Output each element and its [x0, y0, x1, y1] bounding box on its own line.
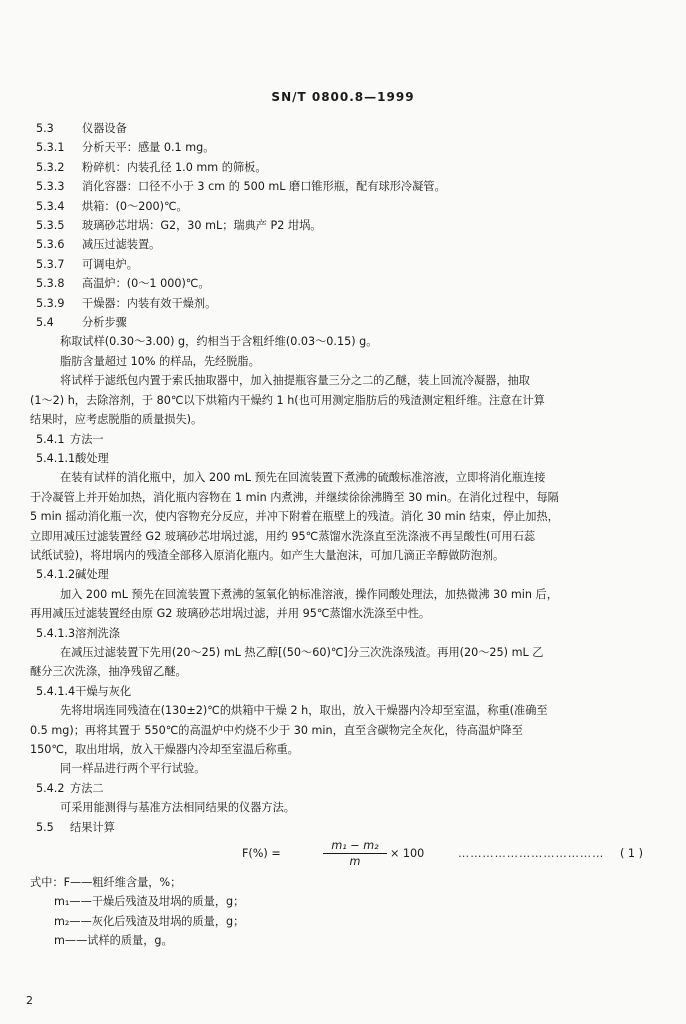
section-number: 5.3.5 [36, 219, 65, 233]
line-text: 在装有试样的消化瓶中，加入 200 mL 预先在回流装置下煮沸的硫酸标准溶液，立即将消化瓶连接 [60, 471, 546, 485]
paragraph-line [30, 410, 660, 429]
paragraph-line [30, 759, 660, 778]
section-number: 5.3.4 [36, 199, 65, 213]
section-heading [30, 294, 660, 313]
line-text: 烘箱：(0～200)℃。 [82, 199, 188, 213]
section-number: 5.3.1 [36, 141, 65, 155]
line-text: 粉碎机：内装孔径 1.0 mm 的筛板。 [82, 160, 267, 174]
line-text: 试纸试验)，将坩埚内的残渣全部移入原消化瓶内。如产生大量泡沫，可加几滴正辛醇做防泡剂。 [30, 548, 505, 562]
section-heading [30, 138, 660, 157]
section-number: 5.4.1.4 [36, 684, 76, 698]
section-heading [30, 216, 660, 235]
line-text: 称取试样(0.30～3.00) g，约相当于含粗纤维(0.03～0.15) g。 [60, 335, 378, 349]
line-text: 碱处理 [75, 568, 109, 582]
line-text: 分析天平：感量 0.1 mg。 [82, 141, 215, 155]
section-heading [30, 119, 660, 138]
section-heading [30, 779, 660, 798]
paragraph-line [30, 352, 660, 371]
line-text: 0.5 mg)；再将其置于 550℃的高温炉中灼烧不少于 30 min，直至含碳物完全灰化，待高温炉降至 [30, 723, 523, 737]
paragraph-line [30, 740, 660, 759]
paragraph-line [30, 798, 660, 817]
formula-denominator: m [349, 855, 361, 869]
section-number: 5.3 [36, 122, 54, 135]
line-text: 消化容器：口径不小于 3 cm 的 500 mL 磨口锥形瓶，配有球形冷凝管。 [82, 180, 446, 194]
paragraph-line [30, 721, 660, 740]
line-text: 5 min 摇动消化瓶一次，使内容物充分反应，并冲下附着在瓶壁上的残渣。消化 30 min 结束，停止加热， [30, 510, 559, 524]
paragraph-line [30, 507, 660, 526]
formula-dots: ……………………………… [458, 847, 605, 861]
line-text: 结果时，应考虑脱脂的质量损失)。 [30, 413, 203, 427]
section-heading [30, 313, 660, 332]
line-text: 在减压过滤装置下先用(20～25) mL 热乙醇[(50～60)℃]分三次洗涤残渣。再用(20～25) mL 乙 [60, 645, 544, 659]
paragraph-line [30, 604, 660, 623]
line-text: 可采用能测得与基准方法相同结果的仪器方法。 [60, 801, 295, 815]
variable-definition: m₂——灰化后残渣及坩埚的质量，g； [54, 914, 245, 928]
section-number: 5.4.1.2 [36, 568, 76, 582]
line-text: 方法二 [70, 781, 104, 795]
section-number: 5.3.8 [36, 277, 65, 291]
section-number: 5.3.3 [36, 180, 65, 194]
line-text: 方法一 [70, 432, 104, 446]
section-heading [30, 449, 660, 468]
section-number: 5.5 [36, 820, 54, 834]
line-text: 先将坩埚连同残渣在(130±2)℃的烘箱中干燥 2 h，取出，放入干燥器内冷却至室温，称重(准确至 [60, 704, 548, 718]
paragraph-line [30, 701, 660, 720]
line-text: 同一样品进行两个平行试验。 [60, 762, 206, 776]
paragraph-line [30, 468, 660, 487]
formula-lhs: F(%) = [242, 847, 281, 861]
line-text: 玻璃砂芯坩埚：G2，30 mL；瑞典产 P2 坩埚。 [82, 219, 322, 233]
section-heading [30, 565, 660, 584]
section-number: 5.4.2 [36, 781, 65, 795]
line-text: 溶剂洗涤 [75, 626, 120, 640]
paragraph-line [30, 391, 660, 410]
section-heading [30, 197, 660, 216]
section-heading [30, 430, 660, 449]
line-text: 立即用减压过滤装置经 G2 玻璃砂芯坩埚过滤，用约 95℃蒸馏水洗涤直至洗涤液不再呈酸性(可用石蕊 [30, 529, 536, 543]
line-text: 干燥与灰化 [75, 684, 132, 698]
variable-definitions [30, 873, 660, 951]
variable-definition: m₁——干燥后残渣及坩埚的质量，g； [54, 895, 245, 909]
paragraph-line [30, 585, 660, 604]
line-text: 减压过滤装置。 [82, 238, 161, 252]
paragraph-line [30, 546, 660, 565]
line-text: 酸处理 [75, 451, 109, 465]
line-text: 分析步骤 [82, 316, 127, 330]
line-text: 将试样于滤纸包内置于索氏抽取器中，加入抽提瓶容量三分之二的乙醚，装上回流冷凝器，抽取 [60, 374, 530, 388]
line-text: 加入 200 mL 预先在回流装置下煮沸的氢氧化钠标准溶液，操作同酸处理法，加热微沸 30 min 后， [60, 587, 558, 601]
variable-definition: 式中：F——粗纤维含量，%； [30, 876, 182, 890]
line-text: 结果计算 [70, 820, 115, 834]
line-text: (1～2) h，去除溶剂，于 80℃以下烘箱内干燥约 1 h(也可用测定脂肪后的残渣测定粗纤维。注意在计算 [30, 393, 545, 407]
section-number: 5.4.1 [36, 432, 65, 446]
line-text: 醚分三次洗涤，抽净残留乙醚。 [30, 665, 187, 679]
formula-fraction [323, 839, 387, 868]
line-text: 干燥器：内装有效干燥剂。 [82, 296, 217, 310]
paragraph-line [30, 643, 660, 662]
section-heading [30, 177, 660, 196]
section-number: 5.3.7 [36, 257, 65, 271]
section-heading [30, 624, 660, 643]
line-text: 高温炉：(0～1 000)℃。 [82, 277, 210, 291]
line-text: 仪器设备 [82, 122, 127, 135]
section-number: 5.4.1.3 [36, 626, 76, 640]
line-text: 脂肪含量超过 10% 的样品，先经脱脂。 [60, 354, 260, 368]
formula-numerator: m₁ − m₂ [323, 839, 387, 854]
document-body [30, 119, 660, 951]
section-number: 5.3.2 [36, 160, 65, 174]
section-heading [30, 274, 660, 293]
page-number: 2 [26, 994, 33, 1007]
paragraph-line [30, 371, 660, 390]
formula-block [30, 837, 660, 873]
section-number: 5.4 [36, 316, 54, 330]
paragraph-line [30, 488, 660, 507]
section-heading [30, 818, 660, 837]
standard-header: SN/T 0800.8—1999 [271, 90, 415, 104]
section-heading [30, 255, 660, 274]
formula-multiplier: × 100 [390, 847, 425, 861]
line-text: 150℃，取出坩埚，放入干燥器内冷却至室温后称重。 [30, 743, 299, 756]
section-heading [30, 158, 660, 177]
paragraph-line [30, 332, 660, 351]
text-lines [30, 119, 660, 837]
line-text: 于冷凝管上并开始加热，消化瓶内容物在 1 min 内煮沸，并继续徐徐沸腾至 30 min。在消化过程中，每隔 [30, 490, 559, 504]
section-heading [30, 235, 660, 254]
line-text: 再用减压过滤装置经由原 G2 玻璃砂芯坩埚过滤，并用 95℃蒸馏水洗涤至中性。 [30, 607, 431, 621]
equation-number: ( 1 ) [620, 847, 643, 861]
section-number: 5.3.6 [36, 238, 65, 252]
section-number: 5.3.9 [36, 296, 65, 310]
section-heading [30, 682, 660, 701]
line-text: 可调电炉。 [82, 257, 138, 271]
paragraph-line [30, 527, 660, 546]
variable-definition: m——试样的质量，g。 [54, 934, 173, 948]
section-number: 5.4.1.1 [36, 451, 76, 465]
paragraph-line [30, 662, 660, 681]
